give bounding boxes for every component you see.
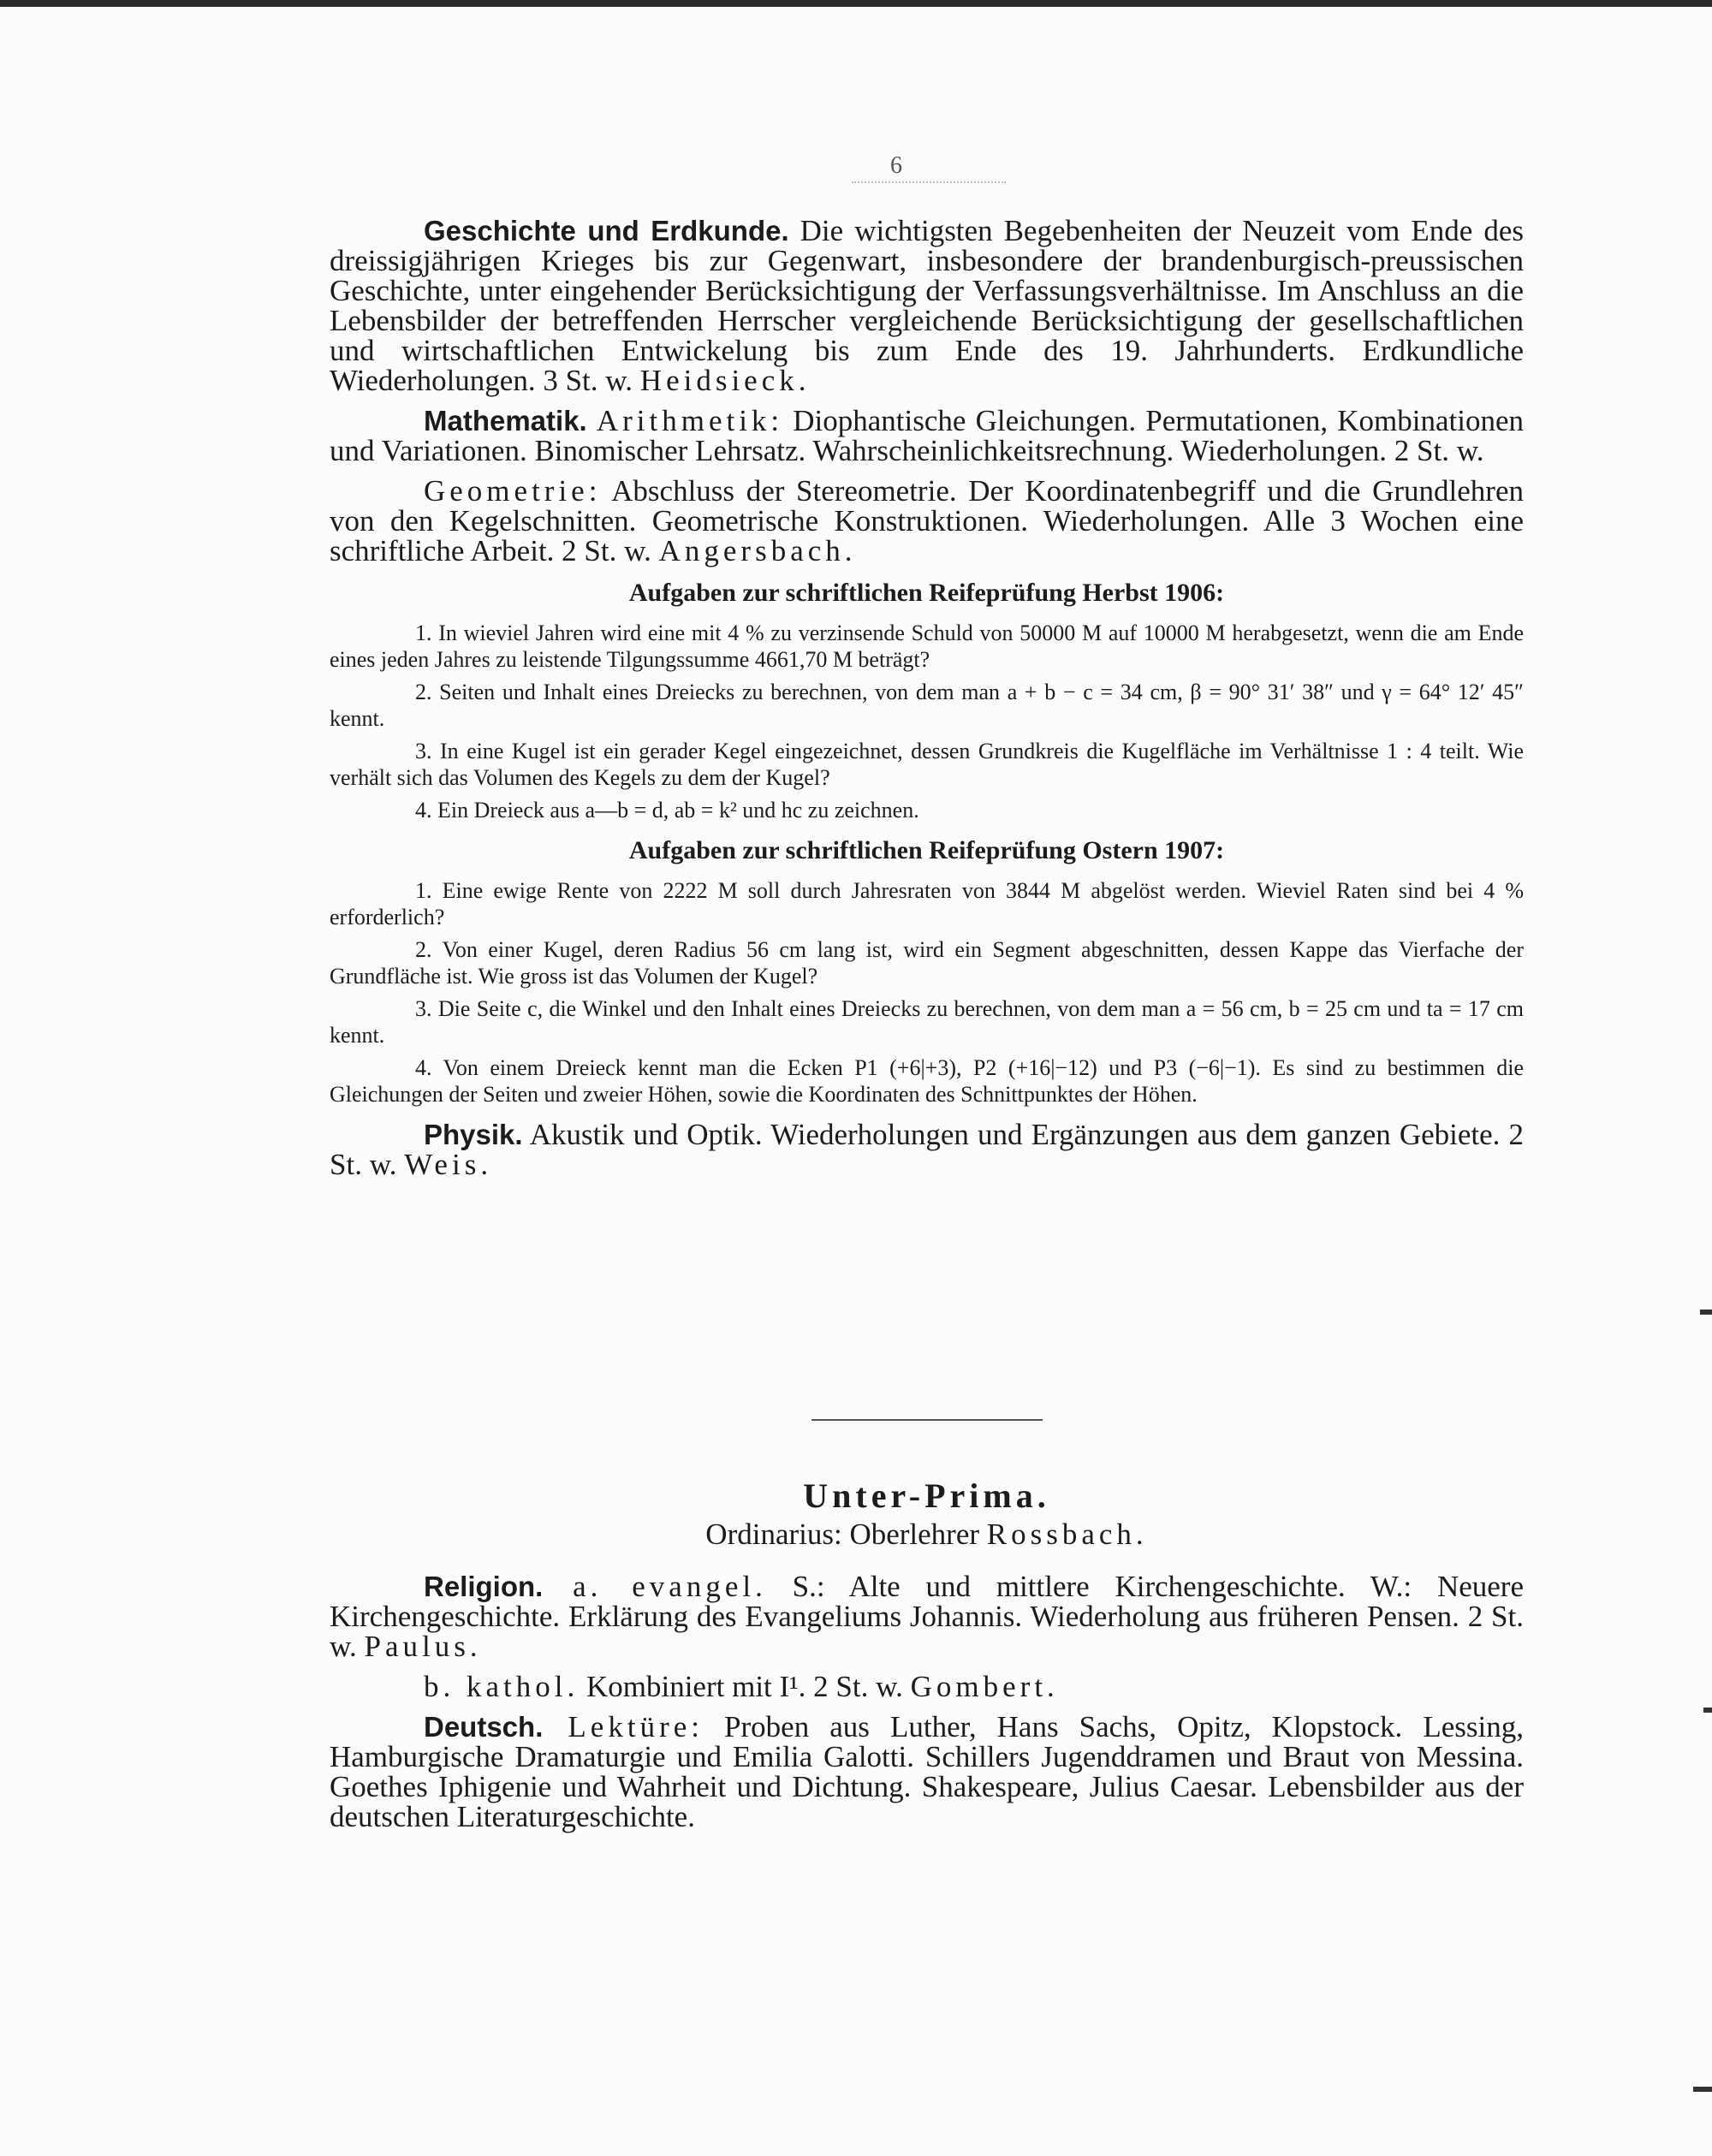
herbst-item: 4. Ein Dreieck aus a—b = d, ab = k² und hc zu zeichnen.	[415, 798, 919, 823]
geschichte-text: Die wichtigsten Begebenheiten der Neuzeit vom Ende des dreissigjährigen Krieges bis zur Gegenwart, insbesondere der brandenburgisch-preussischen Geschichte, unter eingehender Berücksichtigung der Verfassungsverhältnisse. Im Anschluss an die Lebensbilder der betreffenden Herrscher vergleichende Berücksichtigung der gesellschaftlichen und wirtschaftlichen Entwickelung bis zum Ende des 19. Jahrhunderts. Erdkundliche Wiederholungen. 3 St. w.	[330, 214, 1524, 397]
religion-heading: Religion.	[424, 1571, 544, 1602]
unterprima-title: Unter-Prima.	[803, 1476, 1050, 1515]
geschichte-paragraph	[330, 216, 1524, 395]
herbst-item: 3. In eine Kugel ist ein gerader Kegel eingezeichnet, dessen Grundkreis die Kugelfläche im Verhältnisse 1 : 4 teilt. Wie verhält sich das Volumen des Kegels zu dem der Kugel?	[330, 739, 1524, 790]
geschichte-heading: Geschichte und Erdkunde.	[424, 215, 789, 246]
physik-teacher: Weis.	[404, 1148, 493, 1181]
ostern-item: 3. Die Seite c, die Winkel und den Inhalt eines Dreiecks zu berechnen, von dem man a = 56 cm, b = 25 cm und ta = 17 cm kennt.	[330, 996, 1524, 1048]
ordinarius-line	[330, 1519, 1524, 1549]
arithmetik-paragraph	[330, 406, 1524, 466]
herbst-heading: Aufgaben zur schriftlichen Reifeprüfung Herbst 1906:	[628, 579, 1225, 607]
ostern-item: 2. Von einer Kugel, deren Radius 56 cm lang ist, wird ein Segment abgeschnitten, dessen Kappe das Vierfache der Grundfläche ist. Wie gross ist das Volumen der Kugel?	[330, 937, 1524, 989]
physik-text: Akustik und Optik. Wiederholungen und Ergänzungen aus dem ganzen Gebiete. 2 St. w.	[330, 1118, 1524, 1181]
religion-b-label: b. kathol.	[424, 1670, 580, 1703]
ordinarius-label: Ordinarius: Oberlehrer	[705, 1518, 987, 1551]
religion-b-paragraph	[330, 1672, 1524, 1702]
unterprima-section	[330, 1419, 1524, 1842]
deutsch-paragraph	[330, 1712, 1524, 1832]
scan-edge-mark	[1703, 1708, 1712, 1713]
physik-heading: Physik.	[424, 1119, 523, 1150]
religion-a-text: S.: Alte und mittlere Kirchengeschichte. W.: Neuere Kirchengeschichte. Erklärung des Evangeliums Johannis. Wiederholung aus früheren Pensen. 2 St. w.	[330, 1570, 1524, 1663]
ostern-exam-block	[330, 837, 1524, 1108]
religion-paragraph	[330, 1571, 1524, 1661]
herbst-item: 1. In wieviel Jahren wird eine mit 4 % zu verzinsende Schuld von 50000 M auf 10000 M herabgesetzt, wenn die am Ende eines jeden Jahres zu leistende Tilgungssumme 4661,70 M beträgt?	[330, 621, 1524, 672]
physik-paragraph	[330, 1120, 1524, 1179]
religion-b-teacher: Gombert.	[910, 1670, 1059, 1703]
ordinarius-name: Rossbach.	[986, 1518, 1148, 1551]
arithmetik-label: Arithmetik:	[596, 404, 784, 437]
religion-a-teacher: Paulus.	[364, 1630, 482, 1663]
scan-top-border	[0, 0, 1712, 7]
upper-section	[330, 216, 1524, 1190]
geometrie-label: Geometrie:	[424, 474, 602, 508]
deutsch-text: Proben aus Luther, Hans Sachs, Opitz, Klopstock. Lessing, Hamburgische Dramaturgie und Emilia Galotti. Schillers Jugenddramen und Braut von Messina. Goethes Iphigenie und Wahrheit und Dichtung. Shakespeare, Julius Caesar. Lebensbilder aus der deutschen Literaturgeschichte.	[330, 1710, 1524, 1833]
scan-edge-mark	[1700, 1310, 1712, 1315]
deutsch-heading: Deutsch.	[424, 1711, 544, 1743]
page-number-rule	[852, 181, 1006, 183]
scan-edge-mark	[1693, 2087, 1712, 2092]
geometrie-paragraph	[330, 476, 1524, 566]
religion-b-text: Kombiniert mit I¹. 2 St. w.	[579, 1670, 911, 1703]
herbst-exam-block	[330, 579, 1524, 823]
geometrie-text: Abschluss der Stereometrie. Der Koordinatenbegriff und die Grundlehren von den Kegelschnitten. Geometrische Konstruktionen. Wiederholungen. Alle 3 Wochen eine schriftliche Arbeit. 2 St. w.	[330, 474, 1524, 567]
ostern-heading: Aufgaben zur schriftlichen Reifeprüfung Ostern 1907:	[628, 836, 1225, 864]
arithmetik-text: Diophantische Gleichungen. Permutationen, Kombinationen und Variationen. Binomischer Lehrsatz. Wahrscheinlichkeitsrechnung. Wiederholungen. 2 St. w.	[330, 404, 1524, 467]
ostern-item: 1. Eine ewige Rente von 2222 M soll durch Jahresraten von 3844 M abgelöst werden. Wieviel Raten sind bei 4 % erforderlich?	[330, 878, 1524, 930]
herbst-item: 2. Seiten und Inhalt eines Dreiecks zu berechnen, von dem man a + b − c = 34 cm, β = 90° 31′ 38″ und γ = 64° 12′ 45″ kennt.	[330, 680, 1524, 731]
ostern-item: 4. Von einem Dreieck kennt man die Ecken P1 (+6|+3), P2 (+16|−12) und P3 (−6|−1). Es sind zu bestimmen die Gleichungen der Seiten und zweier Höhen, sowie die Koordinaten des Schnittpunktes der Höhen.	[330, 1055, 1524, 1107]
mathematik-heading: Mathematik.	[424, 405, 587, 437]
deutsch-label: Lektüre:	[543, 1710, 704, 1743]
page-number: 6	[890, 152, 902, 179]
geschichte-teacher: Heidsieck.	[639, 364, 811, 397]
mathematik-teacher: Angersbach.	[658, 534, 857, 567]
religion-a-label: a. evangel.	[543, 1570, 767, 1603]
